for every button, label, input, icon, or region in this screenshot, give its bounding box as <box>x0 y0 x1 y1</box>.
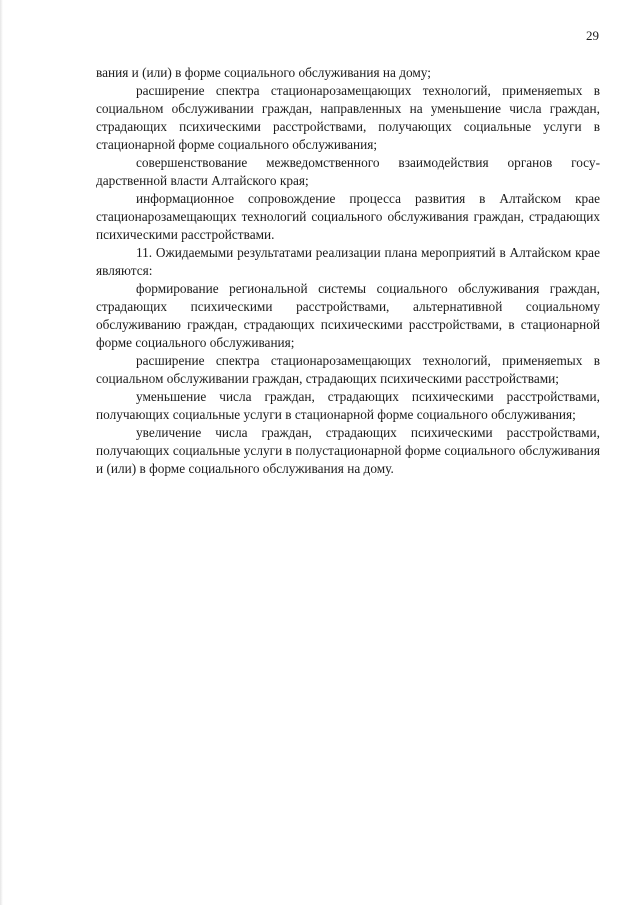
paragraph: формирование региональной системы социального обслуживания граждан, страдающих психическими расстройствами, альтернативной социальному обслуживанию граждан, страдающих психическими расстройствами, в стационарной форме социального обслуживания; <box>96 281 600 350</box>
paragraph: расширение спектра стационарозамещающих технологий, применяеmых в социальном обслуживании граждан, направленных на уменьшение числа граждан, страдающих психическими расстройствами, получающих социальные услуги в стационарной форме социального обслуживания; <box>96 83 600 152</box>
scan-edge <box>0 0 3 905</box>
paragraph: совершенствование межведомственного взаимодействия органов государственной власти Алтайского края; <box>96 155 600 188</box>
paragraph: расширение спектра стационарозамещающих технологий, применяеmых в социальном обслуживании граждан, страдающих психическими расстройствами; <box>96 353 600 386</box>
paragraph-numbered-item: 11. Ожидаемыми результатами реализации плана мероприятий в Алтайском крае являются: <box>96 245 600 278</box>
paragraph-continuation: вания и (или) в форме социального обслуживания на дому; <box>96 65 431 80</box>
paragraph: уменьшение числа граждан, страдающих психическими расстройствами, получающих социальные услуги в стационарной форме социального обслуживания; <box>96 389 600 422</box>
document-body <box>96 64 600 478</box>
page-number: 29 <box>586 28 599 43</box>
paragraph: увеличение числа граждан, страдающих психическими расстройствами, получающих социальные услуги в полустационарной форме социального обслуживания и (или) в форме социального обслуживания на дому. <box>96 425 600 476</box>
paragraph: информационное сопровождение процесса развития в Алтайском крае стационарозамещающих технологий социального обслуживания граждан, страдающих психическими расстройствами. <box>96 191 600 242</box>
